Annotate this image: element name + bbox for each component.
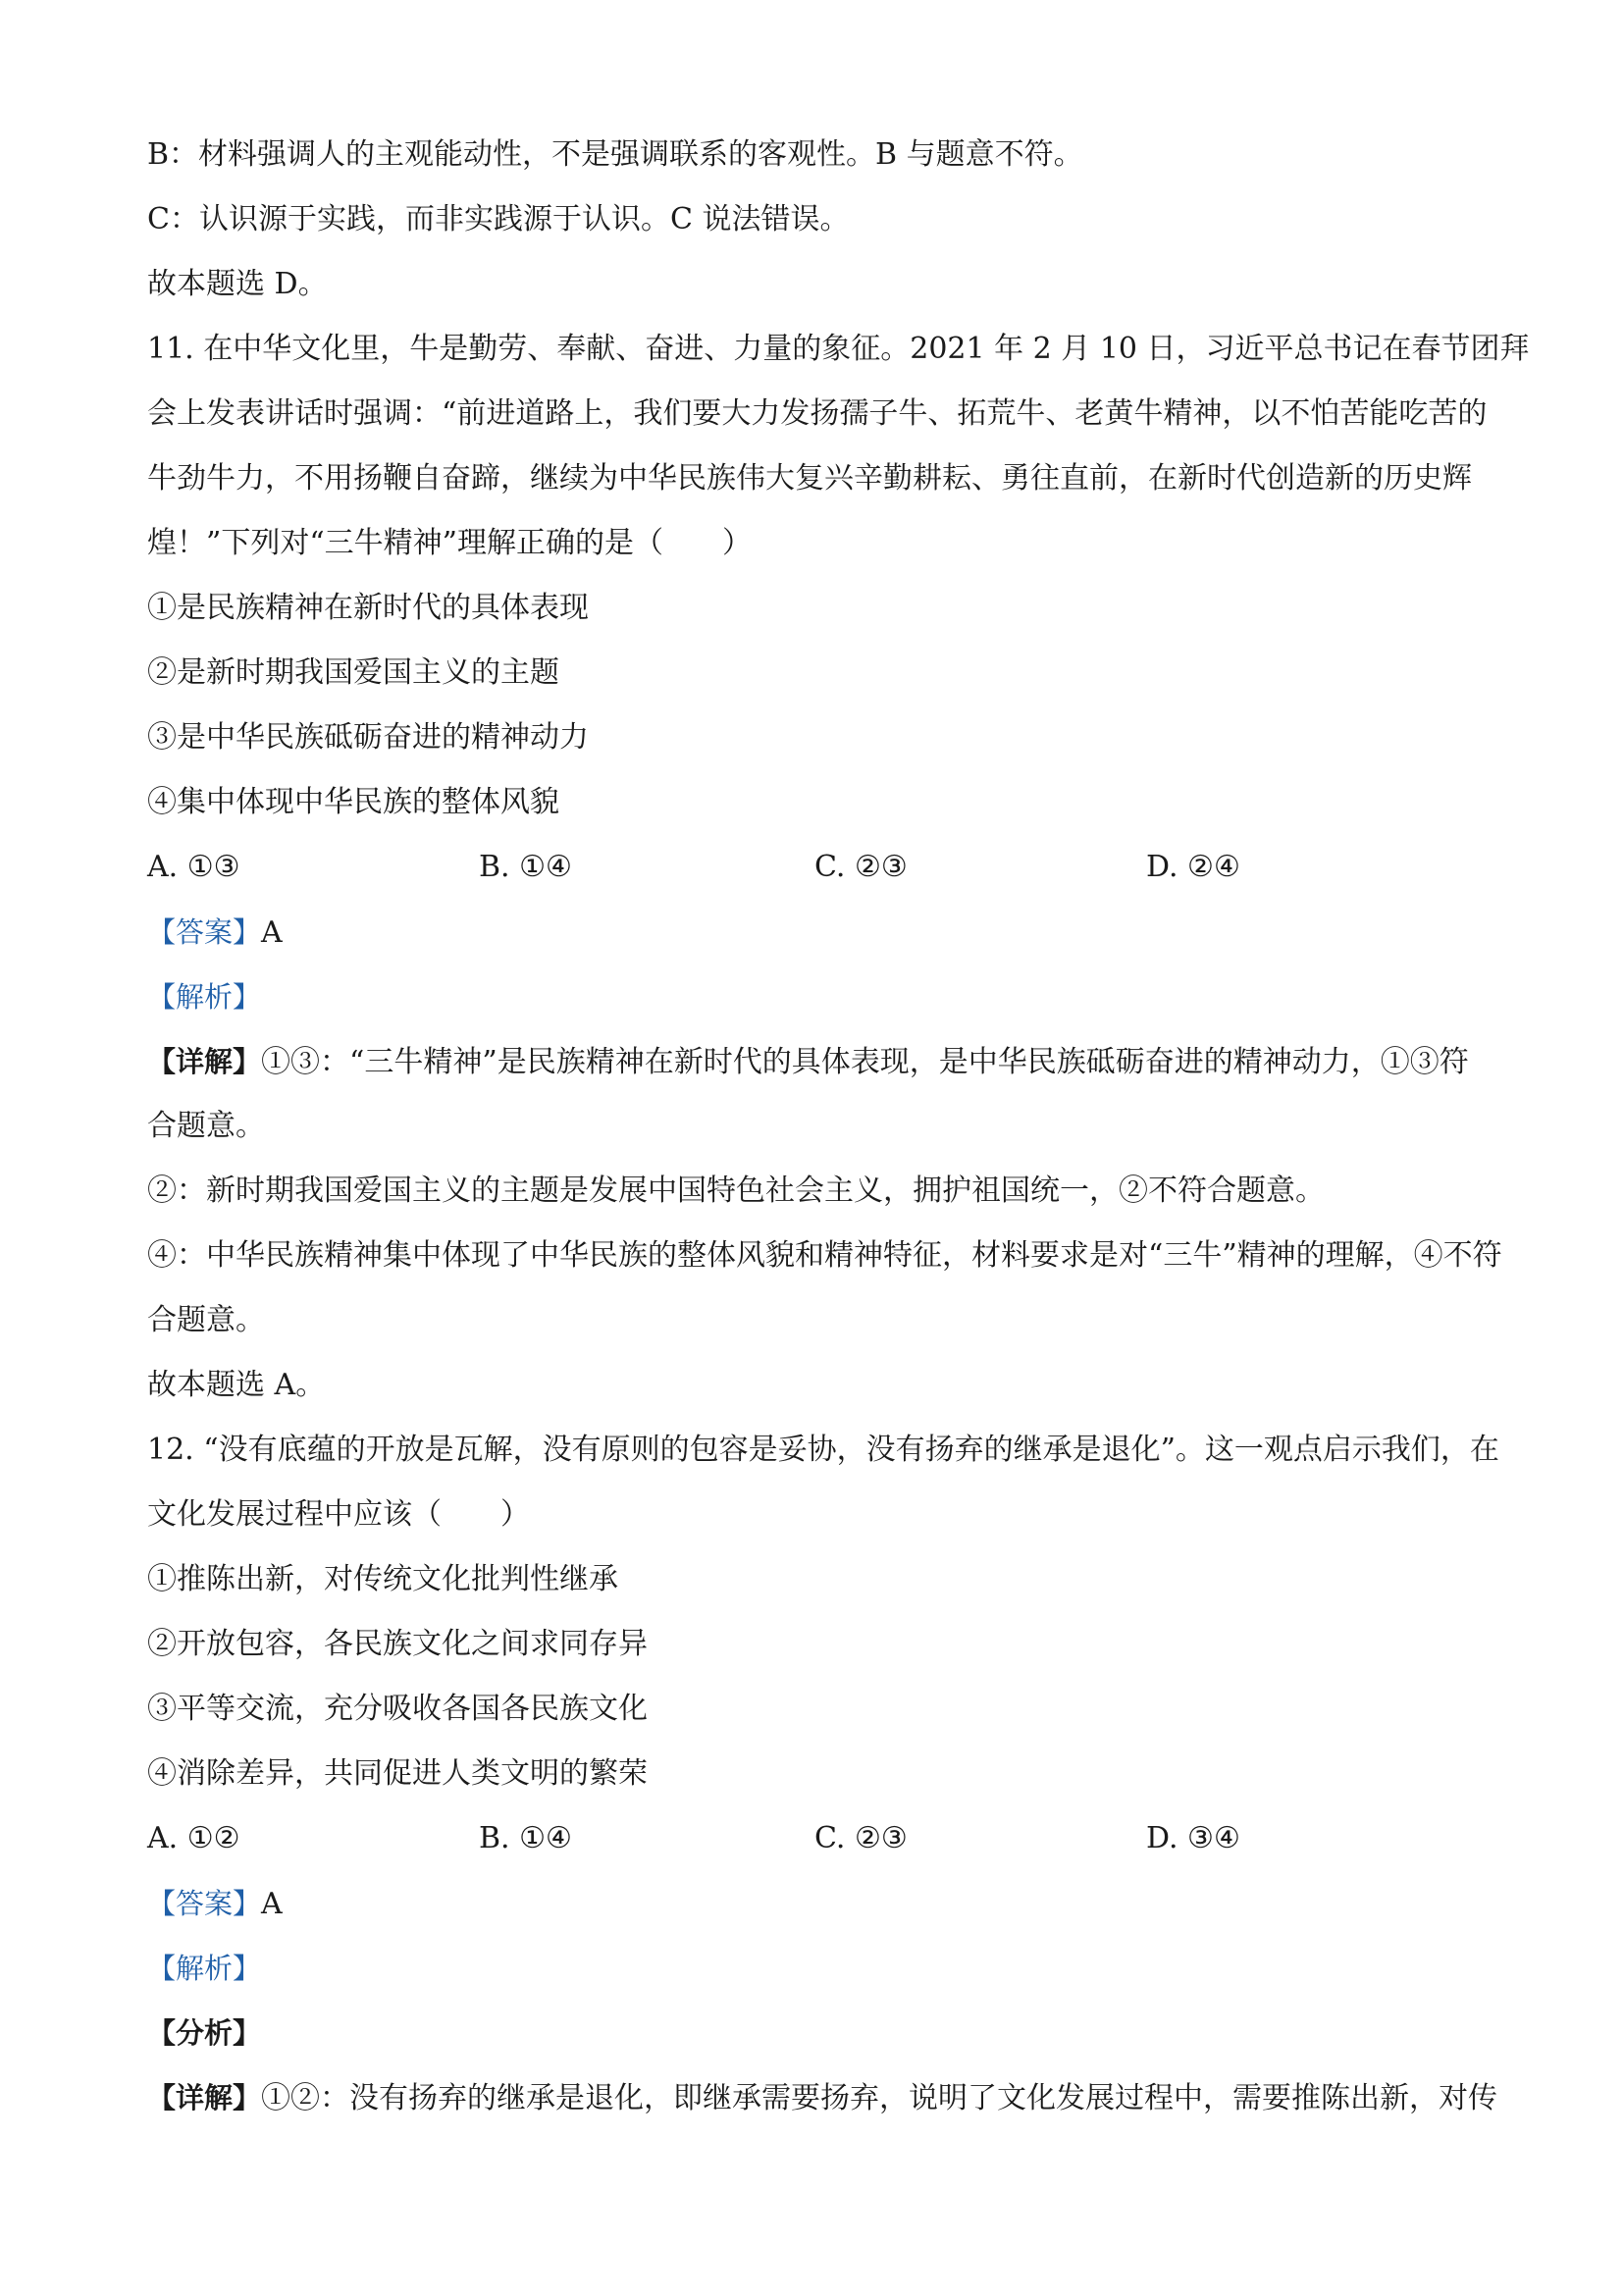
q12-stem-line-2: 文化发展过程中应该（ ） — [147, 1497, 530, 1532]
analysis-tag: 【解析】 — [147, 980, 262, 1014]
q11-detail-line-2: 合题意。 — [147, 1109, 265, 1143]
q11-item-2: ②是新时期我国爱国主义的主题 — [147, 655, 559, 690]
q11-option-d: D. ②④ — [1146, 850, 1240, 884]
q11-item-4: ④集中体现中华民族的整体风貌 — [147, 785, 559, 819]
answer-tag: 【答案】 — [147, 915, 262, 949]
detail-tag: 【详解】 — [147, 1045, 262, 1078]
q11-stem-line-4: 煌！”下列对“三牛精神”理解正确的是（ ） — [147, 526, 753, 560]
q12-analysis-line — [147, 1947, 1492, 1991]
q11-stem-line-1: 11. 在中华文化里，牛是勤劳、奉献、奋进、力量的象征。2021 年 2 月 10 日，习近平总书记在春节团拜 — [147, 332, 1530, 366]
q11-detail-text-1: ①③：“三牛精神”是民族精神在新时代的具体表现，是中华民族砥砺奋进的精神动力，①③符 — [261, 1045, 1469, 1079]
q12-item-4: ④消除差异，共同促进人类文明的繁荣 — [147, 1756, 648, 1791]
q12-option-d: D. ③④ — [1146, 1821, 1240, 1855]
q12-detail-line-1 — [147, 2076, 1498, 2120]
q11-answer-line — [147, 911, 1492, 955]
q12-item-3: ③平等交流，充分吸收各国各民族文化 — [147, 1692, 648, 1726]
q12-answer-value: A — [261, 1887, 283, 1921]
q12-stem-line-1: 12. “没有底蕴的开放是瓦解，没有原则的包容是妥协，没有扬弃的继承是退化”。这一观点启示我们，在 — [147, 1433, 1499, 1467]
q11-detail-line-1 — [147, 1040, 1492, 1084]
q12-option-a: A. ①② — [147, 1821, 240, 1855]
q11-detail-line-5: 合题意。 — [147, 1303, 265, 1337]
prev-option-b-analysis: B：材料强调人的主观能动性，不是强调联系的客观性。B 与题意不符。 — [147, 137, 1083, 172]
detail-tag: 【详解】 — [147, 2081, 262, 2114]
q12-answer-line — [147, 1882, 1492, 1926]
fenxi-tag: 【分析】 — [147, 2016, 262, 2050]
prev-conclusion: 故本题选 D。 — [147, 267, 328, 301]
q11-item-1: ①是民族精神在新时代的具体表现 — [147, 591, 589, 625]
q11-answer-value: A — [261, 915, 283, 950]
answer-tag: 【答案】 — [147, 1887, 262, 1920]
q11-stem-line-2: 会上发表讲话时强调：“前进道路上，我们要大力发扬孺子牛、拓荒牛、老黄牛精神，以不怕苦能吃苦的 — [147, 396, 1488, 431]
q11-analysis-line — [147, 975, 1492, 1019]
q12-option-c: C. ②③ — [814, 1821, 908, 1855]
q12-detail-text-1: ①②：没有扬弃的继承是退化，即继承需要扬弃，说明了文化发展过程中，需要推陈出新，对传 — [261, 2081, 1498, 2115]
q11-detail-line-4: ④：中华民族精神集中体现了中华民族的整体风貌和精神特征，材料要求是对“三牛”精神的理解，④不符 — [147, 1238, 1502, 1273]
analysis-tag: 【解析】 — [147, 1952, 262, 1985]
q11-item-3: ③是中华民族砥砺奋进的精神动力 — [147, 720, 589, 755]
prev-option-c-analysis: C：认识源于实践，而非实践源于认识。C 说法错误。 — [147, 202, 850, 236]
q11-conclusion: 故本题选 A。 — [147, 1368, 326, 1402]
q12-item-2: ②开放包容，各民族文化之间求同存异 — [147, 1627, 648, 1661]
q12-option-b: B. ①④ — [479, 1821, 572, 1855]
q11-option-c: C. ②③ — [814, 850, 908, 884]
q12-item-1: ①推陈出新，对传统文化批判性继承 — [147, 1562, 618, 1596]
q11-detail-line-3: ②：新时期我国爱国主义的主题是发展中国特色社会主义，拥护祖国统一，②不符合题意。 — [147, 1174, 1325, 1208]
q12-fenxi-line — [147, 2011, 1492, 2056]
q11-stem-line-3: 牛劲牛力，不用扬鞭自奋蹄，继续为中华民族伟大复兴辛勤耕耘、勇往直前，在新时代创造新的历史辉 — [147, 461, 1472, 496]
q11-option-a: A. ①③ — [147, 850, 240, 884]
q11-option-b: B. ①④ — [479, 850, 572, 884]
